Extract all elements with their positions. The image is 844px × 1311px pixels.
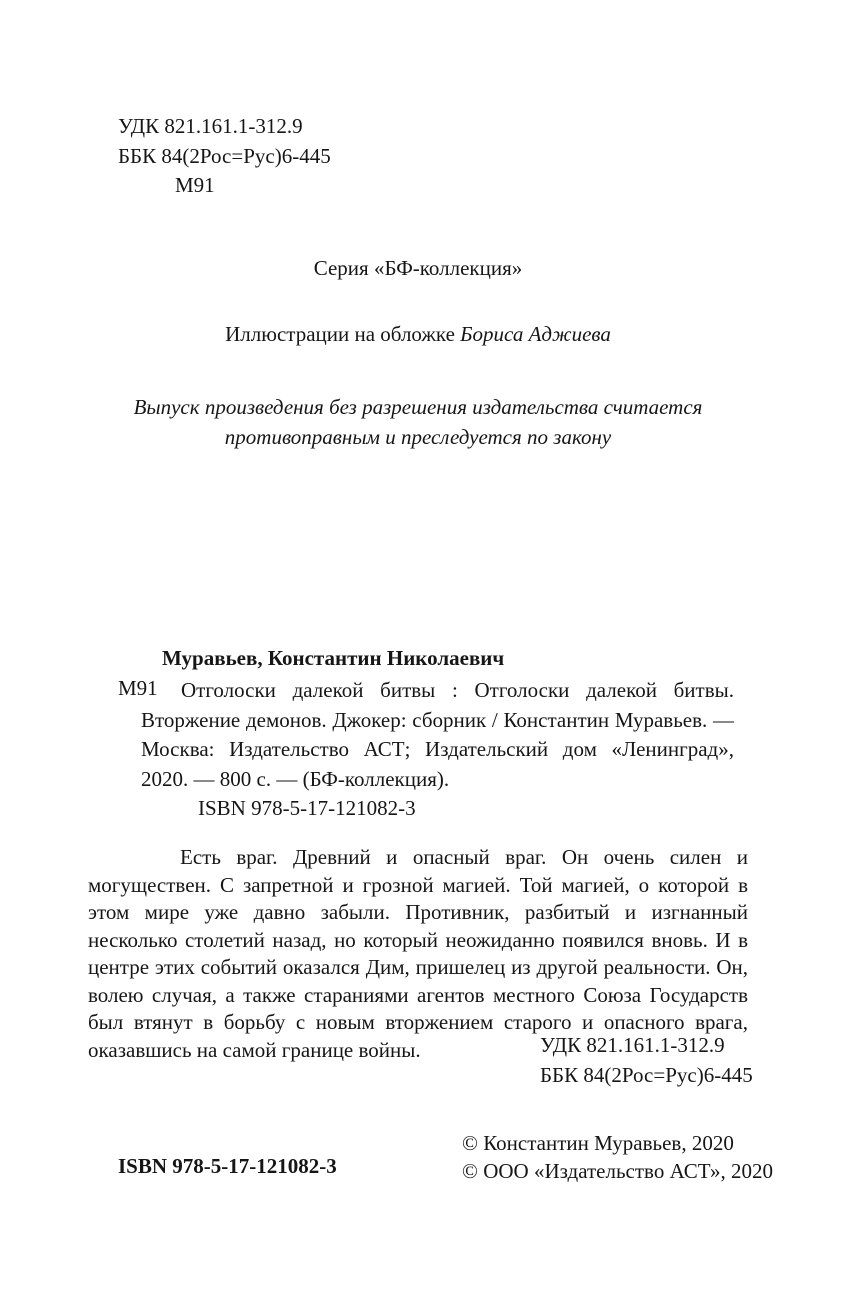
cover-artist-name: Бориса Аджиева [460, 322, 611, 346]
udk-code: УДК 821.161.1-312.9 [118, 114, 303, 138]
bibliographic-record [118, 676, 734, 794]
series-line: Серия «БФ-коллекция» [313, 256, 523, 280]
bibliographic-entry: Отголоски далекой битвы : Отголоски далекой битвы. Вторжение демонов. Джокер: сборник / Константин Муравьев. — Москва: Издательство АСТ; Издательский дом «Ленинград», 2020. — 800 с. — (БФ-коллекция). [141, 678, 734, 791]
cover-credit-text: Иллюстрации на обложке [225, 322, 461, 346]
copyright-author-line: © Константин Муравьев, 2020 [462, 1131, 734, 1155]
copyright-publisher-line: © ООО «Издательство АСТ», 2020 [462, 1158, 773, 1183]
cover-credit-line [88, 322, 748, 347]
isbn-line: ISBN 978-5-17-121082-3 [198, 796, 416, 820]
bbk-code: ББК 84(2Рос=Рус)6-445 [118, 143, 331, 168]
author-heading: Муравьев, Константин Николаевич [162, 646, 505, 670]
author-sign-code: М91 [175, 173, 215, 197]
bottom-classification-block [540, 1030, 753, 1090]
top-classification-block [118, 112, 331, 201]
annotation-paragraph: Есть враг. Древний и опасный враг. Он очень силен и могуществен. С запретной и грозной магией. Той магией, о которой в этом мире уже давно забыли. Противник, разбитый и изгнанный несколько столетий назад, но который неожиданно появился вновь. И в центре этих событий оказался Дим, пришелец из другой реальности. Он, волею случая, а также стараниями агентов местного Союза Государств был втянут в борьбу с новым вторжением старого и опасного врага, оказавшись на самой границе войны. [88, 845, 748, 1062]
author-sign-code-margin: М91 [118, 676, 158, 700]
udk-code-bottom: УДК 821.161.1-312.9 [540, 1033, 725, 1057]
legal-notice-line-2: противоправным и преследуется по закону [224, 425, 612, 449]
isbn-footer: ISBN 978-5-17-121082-3 [118, 1154, 337, 1178]
legal-notice-line-1: Выпуск произведения без разрешения издательства считается [133, 395, 703, 419]
bbk-code-bottom: ББК 84(2Рос=Рус)6-445 [540, 1063, 753, 1087]
legal-notice [88, 392, 748, 452]
copyright-block [462, 1130, 773, 1185]
